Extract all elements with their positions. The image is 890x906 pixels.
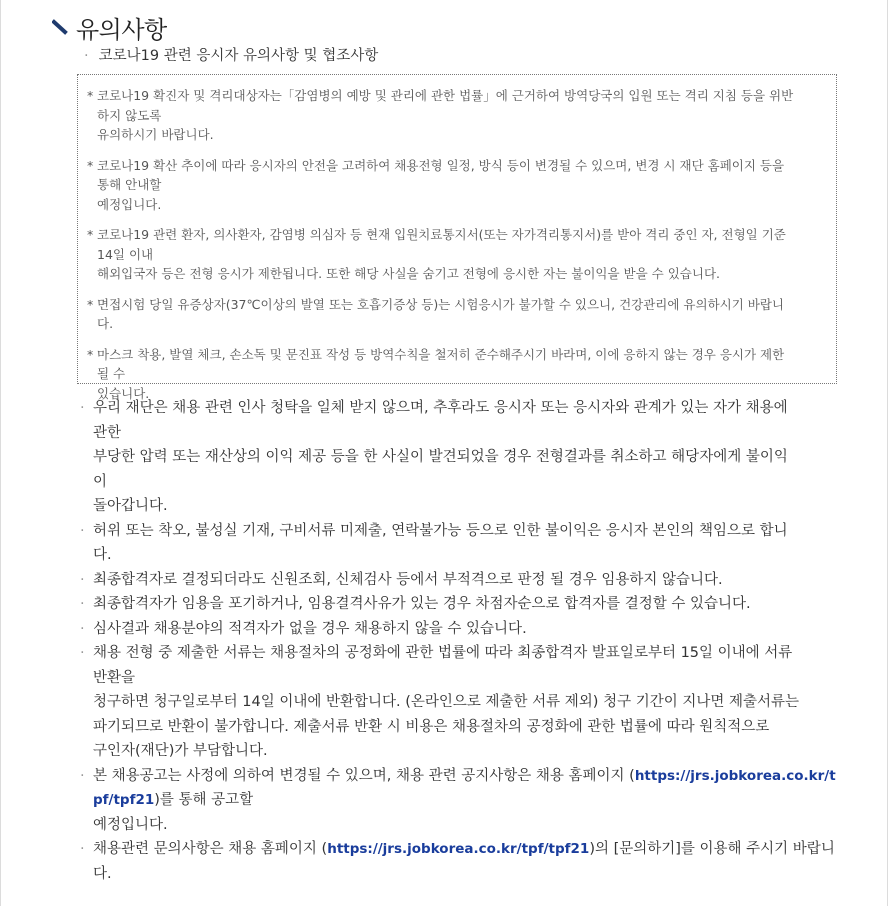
list-text: )의 [문의하기]를 이용해 주시기 바랍니 — [589, 841, 835, 857]
list-item — [80, 519, 840, 568]
notice-line: 해외입국자 등은 전형 응시가 제한됩니다. 또한 해당 사실을 숨기고 전형에 응시한 자는 불이익을 받을 수 있습니다. — [97, 266, 720, 281]
section-title: 유의사항 — [76, 15, 167, 44]
list-text: 본 채용공고는 사정에 의하여 변경될 수 있으며, 채용 관련 공지사항은 채용 홈페이지 ( — [93, 767, 635, 784]
list-item — [80, 568, 840, 593]
bullet-dot: · — [80, 841, 85, 857]
list-line: 채용 전형 중 제출한 서류는 채용절차의 공정화에 관한 법률에 따라 최종합격자 발표일로부터 15일 이내에 서류 — [93, 645, 793, 661]
list-line: 청구하면 청구일로부터 14일 이내에 반환합니다. (온라인으로 제출한 서류 제외) 청구 기간이 지나면 제출서류는 — [93, 694, 799, 710]
notice-line: 14일 이내 — [97, 246, 154, 262]
list-text: )를 통해 공고할 — [154, 792, 254, 808]
list-item — [80, 617, 840, 642]
notice-star: * — [87, 296, 94, 312]
notice-line: 코로나19 확진자 및 격리대상자는「감염병의 예방 및 관리에 관한 법률」에 근거하여 방역당국의 입원 또는 격리 지침 등을 위반 — [97, 88, 794, 103]
list-line: 관한 — [93, 424, 122, 441]
notice-star: * — [87, 227, 94, 242]
covid-notice-box — [77, 74, 837, 401]
notice-list — [80, 396, 840, 886]
recruit-homepage-link-cont[interactable]: pf/tpf21 — [93, 792, 155, 808]
bullet-dot: · — [80, 767, 85, 784]
list-line: 반환을 — [93, 669, 136, 686]
notice-item — [87, 86, 828, 145]
notice-line: 코로나19 관련 환자, 의사환자, 감염병 의심자 등 현재 입원치료통지서(또는 자가격리통지서)를 받아 격리 중인 자, 전형일 기준 — [97, 227, 786, 242]
notice-line: 유의하시기 바랍니다. — [97, 127, 214, 142]
notice-line: 코로나19 확산 추이에 따라 응시자의 안전을 고려하여 채용전형 일정, 방식 등이 변경될 수 있으며, 변경 시 재단 홈페이지 등을 — [97, 157, 785, 173]
inquiry-homepage-link[interactable]: https://jrs.jobkorea.co.kr/tpf/tpf21 — [327, 841, 590, 857]
notice-star: * — [87, 88, 94, 103]
notice-item — [87, 225, 828, 284]
list-line: 다. — [93, 865, 112, 882]
bullet-dot: · — [80, 400, 85, 416]
bullet-dot: · — [80, 571, 85, 588]
bullet-dot: · — [80, 596, 85, 612]
notice-item — [87, 295, 828, 334]
list-line: 우리 재단은 채용 관련 인사 청탁을 일체 받지 않으며, 추후라도 응시자 또는 응시자와 관계가 있는 자가 채용에 — [93, 400, 788, 416]
recruit-homepage-link[interactable]: https://jrs.jobkorea.co.kr/t — [634, 767, 836, 784]
sub-heading-text: 코로나19 관련 응시자 유의사항 및 협조사항 — [98, 48, 379, 64]
list-line — [93, 788, 840, 813]
list-line: 구인자(재단)가 부담합니다. — [93, 743, 268, 759]
list-line: 허위 또는 착오, 불성실 기재, 구비서류 미제출, 연락불가능 등으로 인한 불이익은 응시자 본인의 책임으로 합니 — [93, 522, 788, 539]
list-line: 부당한 압력 또는 재산상의 이익 제공 등을 한 사실이 발견되었을 경우 전형결과를 취소하고 해당자에게 불이익 — [93, 449, 788, 465]
list-line: 최종합격자가 임용을 포기하거나, 임용결격사유가 있는 경우 차점자순으로 합격자를 결정할 수 있습니다. — [93, 596, 751, 612]
list-line: 최종합격자로 결정되더라도 신원조회, 신체검사 등에서 부적격으로 판정 될 경우 임용하지 않습니다. — [93, 571, 723, 588]
notice-line: 하지 않도록 — [97, 107, 162, 123]
notice-line: 마스크 착용, 발열 체크, 손소독 및 문진표 작성 등 방역수칙을 철저히 준수해주시기 바라며, 이에 응하지 않는 경우 응시가 제한 — [97, 346, 785, 362]
list-line — [93, 764, 840, 789]
bullet-dot: · — [80, 645, 85, 661]
notice-item — [87, 345, 828, 404]
bullet-dot: · — [80, 522, 85, 539]
list-text: 채용관련 문의사항은 채용 홈페이지 ( — [93, 841, 328, 857]
notice-line: 통해 안내할 — [97, 177, 162, 192]
notice-line: 될 수 — [97, 366, 126, 381]
sub-heading — [84, 44, 378, 65]
section-heading — [52, 10, 167, 44]
notice-star: * — [87, 346, 94, 362]
list-item — [80, 764, 840, 838]
notice-star: * — [87, 157, 94, 173]
list-line: 다. — [93, 547, 112, 563]
list-item — [80, 396, 840, 519]
chevron-down-right-icon — [52, 18, 70, 36]
bullet-dot: · — [80, 620, 85, 637]
list-item — [80, 837, 840, 886]
notice-line: 다. — [97, 316, 114, 331]
list-item — [80, 592, 840, 617]
notice-line: 면접시험 당일 유증상자(37℃이상의 발열 또는 호흡기증상 등)는 시험응시가 불가할 수 있으니, 건강관리에 유의하시기 바랍니 — [97, 296, 785, 312]
list-line: 이 — [93, 473, 108, 490]
notice-item — [87, 156, 828, 215]
list-line: 예정입니다. — [93, 816, 168, 833]
notice-line: 예정입니다. — [97, 196, 162, 212]
bullet-dot: · — [84, 48, 89, 64]
notice-line: 있습니다. — [97, 385, 150, 401]
list-line: 돌아갑니다. — [93, 498, 168, 514]
list-line: 심사결과 채용분야의 적격자가 없을 경우 채용하지 않을 수 있습니다. — [93, 620, 527, 637]
list-line: 파기되므로 반환이 불가합니다. 제출서류 반환 시 비용은 채용절차의 공정화에 관한 법률에 따라 원칙적으로 — [93, 718, 770, 735]
list-item — [80, 641, 840, 764]
list-line — [93, 837, 840, 862]
